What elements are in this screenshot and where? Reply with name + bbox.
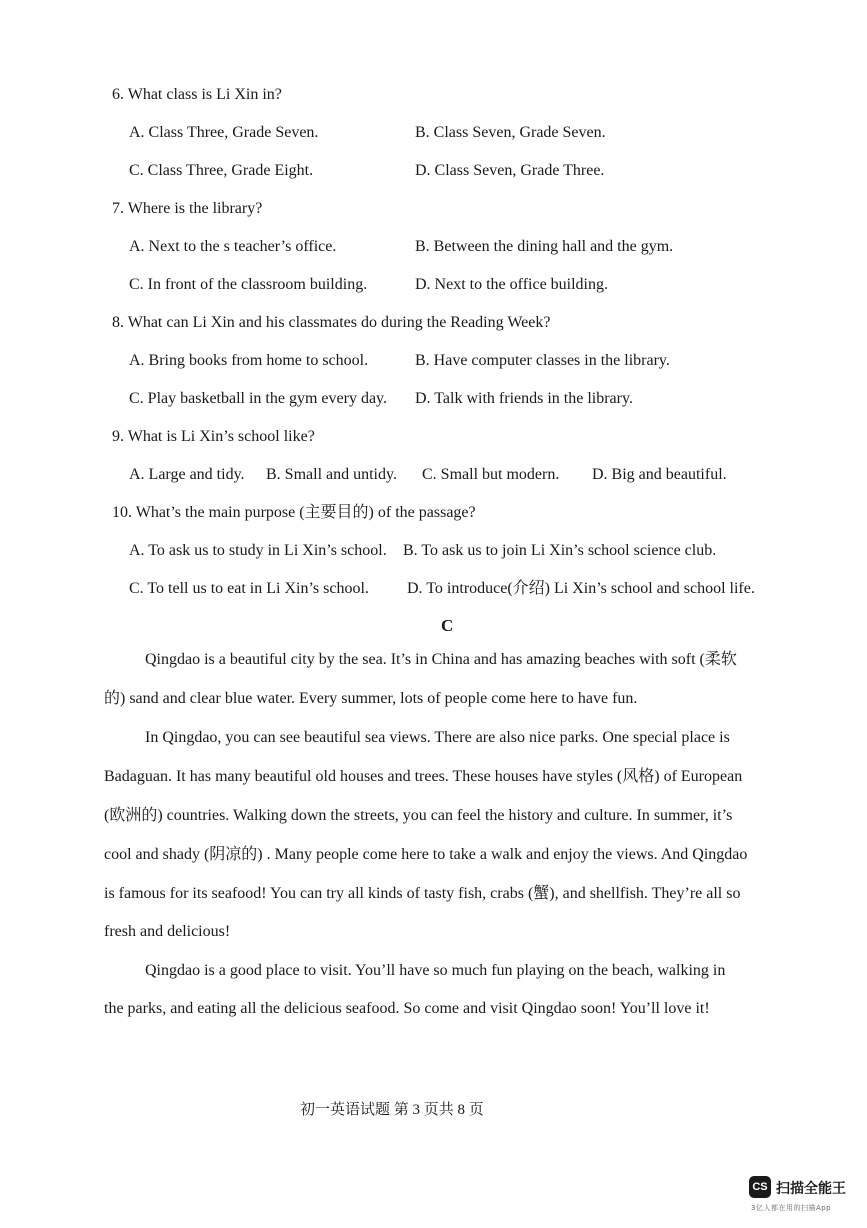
scanner-tagline: 3亿人都在用的扫描App: [751, 1204, 832, 1212]
question-10-option-d: D. To introduce(介绍) Li Xin’s school and school life.: [407, 580, 755, 597]
passage-line: the parks, and eating all the delicious seafood. So come and visit Qingdao soon! You’ll love it!: [104, 1000, 710, 1017]
question-8-stem: 8. What can Li Xin and his classmates do during the Reading Week?: [112, 314, 551, 331]
scanner-logo: [749, 1176, 849, 1216]
passage-line: fresh and delicious!: [104, 923, 231, 940]
section-heading: C: [441, 616, 454, 635]
question-8-option-b: B. Have computer classes in the library.: [415, 352, 670, 369]
question-6-stem: 6. What class is Li Xin in?: [112, 86, 282, 103]
question-7-option-d: D. Next to the office building.: [415, 276, 608, 293]
page-footer: 初一英语试题 第 3 页共 8 页: [300, 1102, 484, 1118]
question-7-option-a: A. Next to the s teacher’s office.: [129, 238, 337, 255]
question-6-option-b: B. Class Seven, Grade Seven.: [415, 124, 606, 141]
question-9-option-b: B. Small and untidy.: [266, 466, 397, 483]
question-10-option-c: C. To tell us to eat in Li Xin’s school.: [129, 580, 369, 597]
cs-logo-icon: CS: [749, 1176, 771, 1198]
question-7-option-c: C. In front of the classroom building.: [129, 276, 368, 293]
question-10-option-b: B. To ask us to join Li Xin’s school science club.: [403, 542, 717, 559]
question-7-option-b: B. Between the dining hall and the gym.: [415, 238, 674, 255]
question-6-option-c: C. Class Three, Grade Eight.: [129, 162, 314, 179]
question-7-stem: 7. Where is the library?: [112, 200, 263, 217]
passage-line: In Qingdao, you can see beautiful sea views. There are also nice parks. One special place is: [145, 729, 730, 746]
passage-line: Badaguan. It has many beautiful old houses and trees. These houses have styles (风格) of European: [104, 768, 743, 785]
question-6-option-d: D. Class Seven, Grade Three.: [415, 162, 605, 179]
passage-line: 的) sand and clear blue water. Every summer, lots of people come here to have fun.: [104, 690, 638, 707]
scanner-app-name: 扫描全能王: [776, 1181, 846, 1197]
question-10-option-a: A. To ask us to study in Li Xin’s school.: [129, 542, 387, 559]
question-9-option-c: C. Small but modern.: [422, 466, 560, 483]
question-9-stem: 9. What is Li Xin’s school like?: [112, 428, 315, 445]
passage-line: cool and shady (阴凉的) . Many people come here to take a walk and enjoy the views. And Qingdao: [104, 846, 748, 863]
question-9-option-a: A. Large and tidy.: [129, 466, 245, 483]
passage-line: (欧洲的) countries. Walking down the streets, you can feel the history and culture. In summer, it’s: [104, 807, 733, 824]
passage-line: Qingdao is a beautiful city by the sea. It’s in China and has amazing beaches with soft (柔软: [145, 651, 737, 668]
question-10-stem: 10. What’s the main purpose (主要目的) of the passage?: [112, 504, 476, 521]
question-8-option-d: D. Talk with friends in the library.: [415, 390, 633, 407]
passage-line: is famous for its seafood! You can try all kinds of tasty fish, crabs (蟹), and shellfish. They’re all so: [104, 885, 741, 902]
question-9-option-d: D. Big and beautiful.: [592, 466, 727, 483]
passage-line: Qingdao is a good place to visit. You’ll have so much fun playing on the beach, walking in: [145, 962, 726, 979]
question-8-option-a: A. Bring books from home to school.: [129, 352, 369, 369]
question-8-option-c: C. Play basketball in the gym every day.: [129, 390, 388, 407]
question-6-option-a: A. Class Three, Grade Seven.: [129, 124, 319, 141]
